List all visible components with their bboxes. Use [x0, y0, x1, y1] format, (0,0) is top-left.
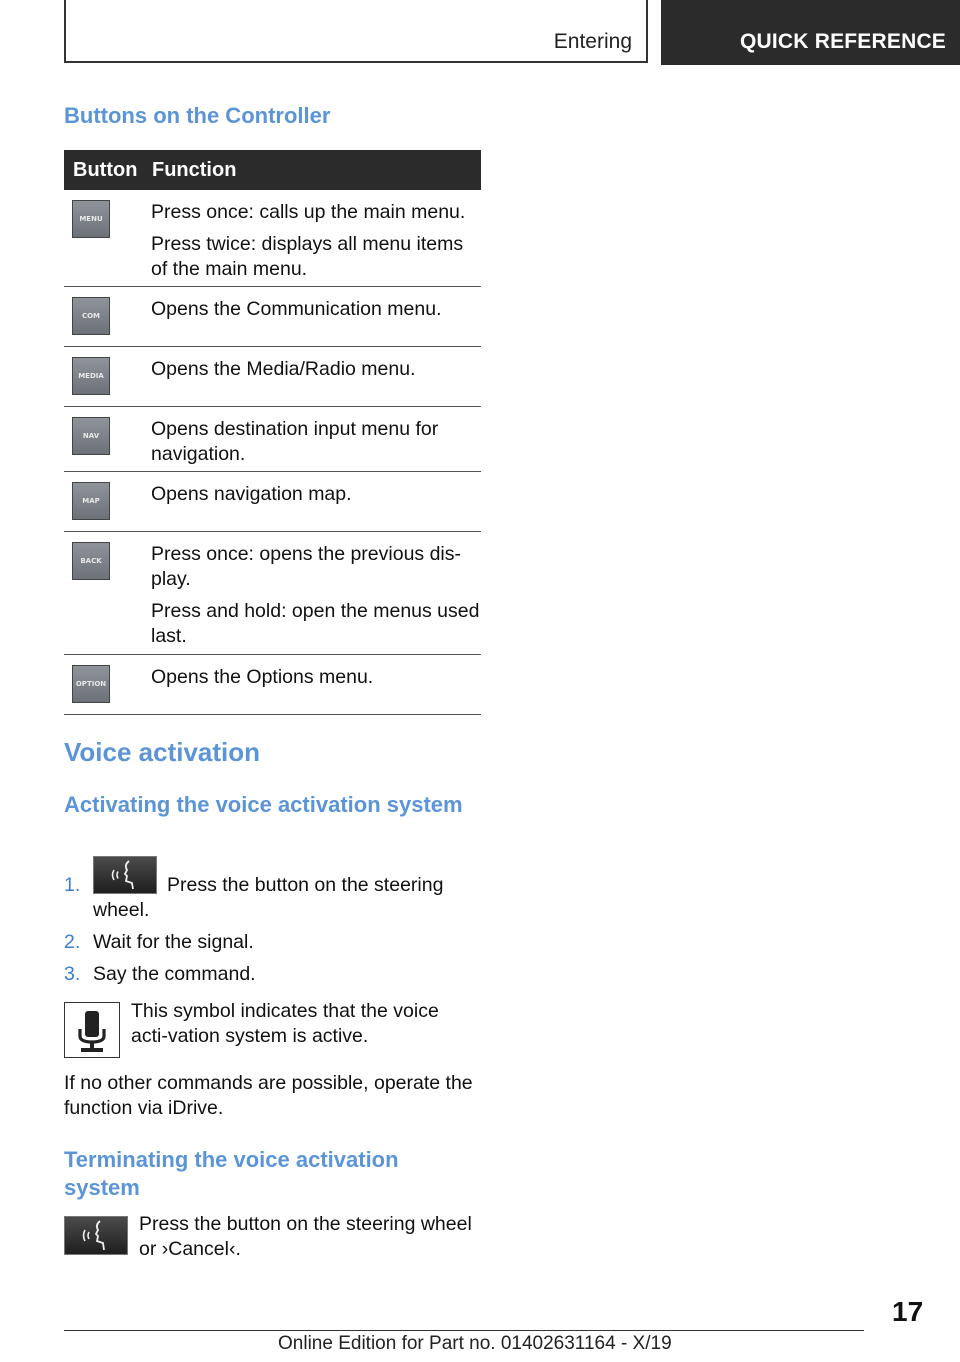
row-text: Opens destination input menu for navigation. [151, 418, 439, 465]
symbol-note: This symbol indicates that the voice acti‐vation system is active. [131, 1000, 439, 1047]
buttons-section-title: Buttons on the Controller [64, 103, 331, 128]
step-text: Press the button on the steering wheel. [93, 874, 444, 921]
row-text: Opens the Media/Radio menu. [151, 358, 416, 380]
map-button-icon: MAP [72, 482, 110, 520]
header-section-tab [64, 0, 648, 63]
row-text: Opens the Options menu. [151, 666, 374, 688]
table-row [64, 532, 481, 655]
header-chapter-tab [661, 0, 960, 65]
table-header [64, 150, 481, 190]
step-number: 2. [64, 931, 81, 953]
activating-subtitle: Activating the voice activation system [64, 792, 463, 817]
terminating-subtitle: Terminating the voice activation system [64, 1147, 399, 1200]
column-header-button: Button [73, 159, 138, 181]
option-button-icon: OPTION [72, 665, 110, 703]
com-button-icon: COM [72, 297, 110, 335]
menu-button-icon: MENU [72, 200, 110, 238]
voice-steering-button-icon [64, 1216, 128, 1255]
row-text: Press once: opens the previous dis‐play. [151, 543, 462, 590]
voice-activation-title: Voice activation [64, 737, 261, 767]
step-text: Say the command. [93, 963, 256, 985]
column-header-function: Function [152, 159, 237, 181]
table-row [64, 347, 481, 407]
terminating-text: Press the button on the steering wheel or ›Cancel‹. [139, 1213, 472, 1260]
table-row [64, 190, 481, 287]
table-row [64, 287, 481, 347]
nav-button-icon: NAV [72, 417, 110, 455]
row-text: Press once: calls up the main menu. [151, 201, 466, 223]
table-row [64, 407, 481, 472]
table-row [64, 655, 481, 715]
back-button-icon: BACK [72, 542, 110, 580]
header-chapter-label: QUICK REFERENCE [740, 30, 947, 53]
row-text: Press twice: displays all menu items of the main menu. [151, 233, 464, 280]
buttons-table [64, 150, 481, 715]
page-number: 17 [892, 1296, 924, 1327]
footer-divider [64, 1330, 864, 1331]
step-number: 3. [64, 963, 81, 985]
row-text: Opens navigation map. [151, 483, 352, 505]
table-row [64, 472, 481, 532]
row-text: Opens the Communication menu. [151, 298, 442, 320]
header-section-label: Entering [553, 30, 632, 53]
step-number: 1. [64, 874, 81, 896]
step-text: Wait for the signal. [93, 931, 254, 953]
microphone-icon [64, 1002, 120, 1058]
footer-edition: Online Edition for Part no. 01402631164 - X/19 [278, 1333, 672, 1354]
media-button-icon: MEDIA [72, 357, 110, 395]
row-text: Press and hold: open the menus used last. [151, 600, 480, 647]
no-commands-note: If no other commands are possible, operate the function via iDrive. [64, 1072, 473, 1119]
